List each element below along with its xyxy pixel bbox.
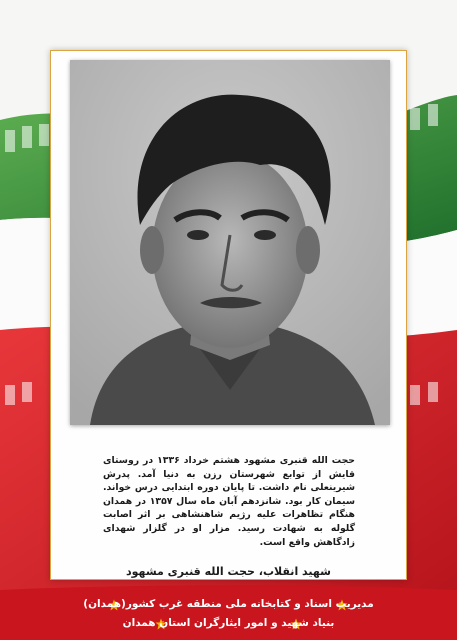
biography-text: حجت الله قنبری مشهود هشتم خرداد ۱۳۳۶ در روستای قایش از توابع شهرستان رزن به دنیا آمد. پدرش شیرینعلی نام داشت. تا پایان دوره ابتدایی درس خواند. سیمان کار بود. شانزدهم آبان ماه سال ۱۳۵۷ در همدان هنگام تظاهرات علیه رژیم شاهنشاهی بر اثر اصابت گلوله به شهادت رسید. مزار او در گلزار شهدای زادگاهش واقع است. — [103, 455, 355, 548]
footer-line-archive: مدیریت اسناد و کتابخانه ملی منطقه غرب کشور(همدان) — [83, 598, 374, 610]
portrait-photo — [70, 60, 390, 425]
footer-line-foundation: بنیاد شهید و امور ایثارگران استان همدان — [122, 617, 335, 629]
martyr-title: شهید انقلاب، حجت الله قنبری مشهود — [126, 565, 331, 578]
